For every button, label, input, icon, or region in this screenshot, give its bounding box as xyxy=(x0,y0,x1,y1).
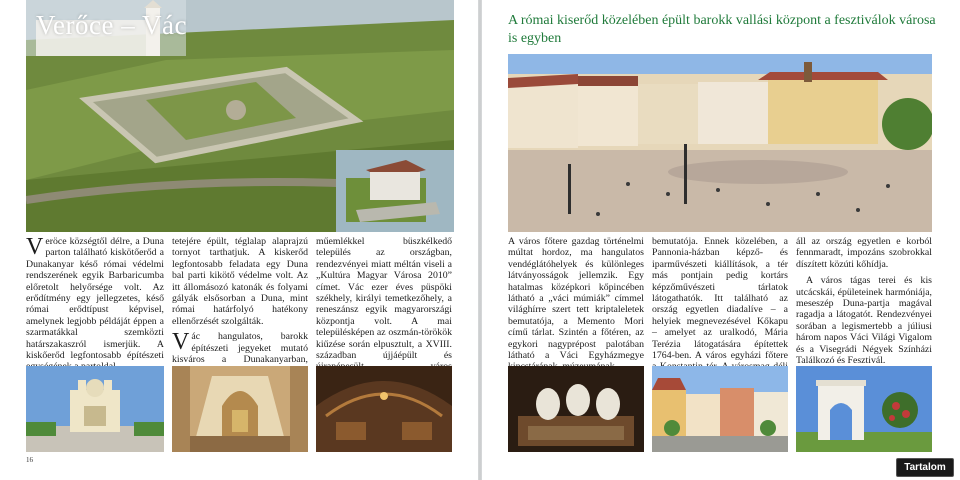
left-column-2 xyxy=(172,236,308,377)
left-page-title: Verőce – Vác xyxy=(36,10,187,40)
drop-cap-v-2: V xyxy=(172,329,190,356)
left-col3-text: műemlékkel büszkélkedő település az országban, rendezvényei miatt méltán viseli a „Kultúra Magyar Városa 2010” címet. Vác ezer éves püspöki székhely, királyi temetkezőhely, a reneszánsz egyik magyarországi központja volt. A mai településképen az oszmán-törökök kiűzése során elpusztult, a XVIII. században újjáépült és xyxy=(316,236,452,362)
right-col2-text: bemutatója. Ennek közelében, a Pannonia-házban képző- és iparművészeti kiállítások, a tér más pontjain pedig kortárs képzőművészeti tárlatok látogathatók. Itt található az ország egyetlen diadalíve – a helyiek megnevezésével Kőkapu – amelyet az uralkodó, Mária Terézia látogatására építettek 1764-ben. A város egyházi főtere xyxy=(652,236,788,362)
left-column-1 xyxy=(26,236,164,373)
right-page xyxy=(482,0,960,480)
right-column-3 xyxy=(796,236,932,366)
triumphal-arch-photo xyxy=(796,366,932,452)
page-number: 16 xyxy=(26,456,33,464)
right-column-2 xyxy=(652,236,788,384)
left-col2-text-a: tetejére épült, téglalap alaprajzú tornyot tarthatjuk. A kiskerőd legfontosabb feladata egy Duna bal parti kikötő védelme volt. Az itt állomásozó katonák és folyami gályák elsősorban a Duna, mint római határfolyó hatékony ellenőrzését szolgálták. xyxy=(172,236,308,327)
left-page xyxy=(0,0,478,480)
mummies-photo xyxy=(508,366,644,452)
right-column-1 xyxy=(508,236,644,373)
left-col2-text-b: ác hangulatos, barokk építészeti jegyeket mutató kisváros a Dunakanyarban, xyxy=(172,331,308,366)
main-square-photo xyxy=(508,54,932,232)
cellar-photo xyxy=(316,366,452,452)
street-houses-photo xyxy=(652,366,788,452)
drop-cap-v: V xyxy=(26,234,44,260)
left-col1-text: eröce községtől délre, a Duna parton található kiskötőerőd a Dunakanyar késő római védelmi rendszerének egyik Barbaricumba előretolt helyőrsége volt. Az erődítmény egy jellegzetes, késő római erődtípust képvisel, amelynek legjobb példáját éppen a szarmatákkal szemközti határszakaszról ismerjük. A kiskőerőd legfontosabb építészeti xyxy=(26,236,164,362)
right-col1-text: A város főtere gazdag történelmi múltat hordoz, ma hangulatos vendéglátóhelyek és különleges látványosságok jellemzik. Egy hatalmas középkori kőpincében látható a „váci múmiák” címmel világhírre szert tett kriptaleletek bemutatója, a Memento Mori című tárlat. Szintén a főtéren, az egykori nagyprépost palotában látható a Váci Egyházmegye xyxy=(508,236,644,362)
right-col3-text-b: A város tágas terei és kis utcácskái, épületeinek harmóniája, meseszép Duna-partja magával ragadja a látogatót. Rendezvényei sorában a legismertebb a júliusi három napos Váci Világi Vigalom és a Visegrádi Négyek Színházi Találkozó és Fesztivál. xyxy=(796,275,932,367)
church-interior-photo xyxy=(172,366,308,452)
right-col3-text-a: áll az ország egyetlen e korból fennmaradt, impozáns szobrokkal díszített közúti kőhídja. xyxy=(796,236,932,270)
right-page-title: A római kiserőd közelében épült barokk vallási központ a fesztiválok városa is egyben xyxy=(508,13,936,46)
contents-button[interactable]: Tartalom xyxy=(896,458,954,477)
cathedral-photo xyxy=(26,366,164,452)
left-column-3 xyxy=(316,236,452,384)
